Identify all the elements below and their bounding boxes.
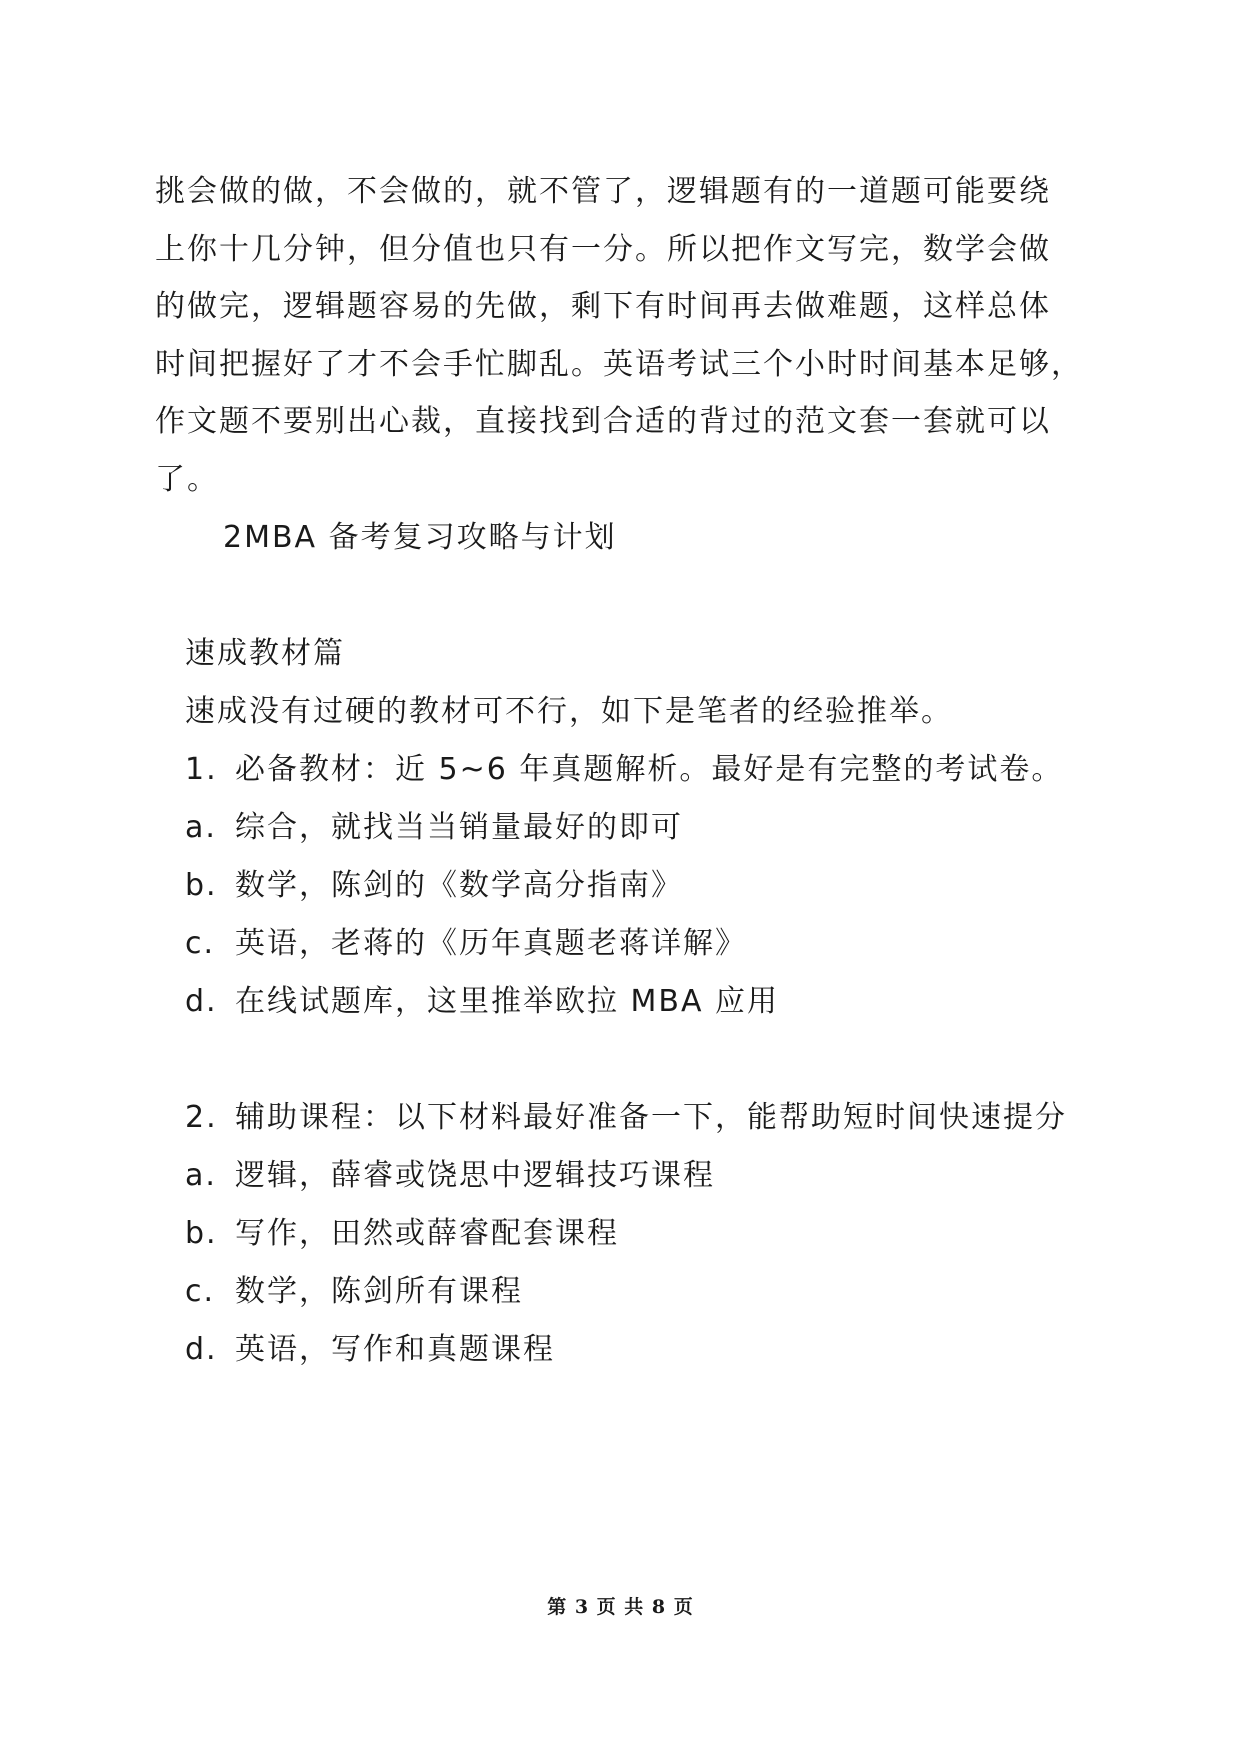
list-item xyxy=(185,982,779,1022)
paragraph-line: 挑会做的做，不会做的，就不管了，逻辑题有的一道题可能要绕 xyxy=(155,174,1051,209)
list-item xyxy=(185,1272,523,1312)
list-item xyxy=(185,1156,715,1196)
list-item-marker: c. xyxy=(185,926,216,961)
list-item-text: 数学，陈剑的《数学高分指南》 xyxy=(235,868,683,903)
list-item-marker: d. xyxy=(185,984,218,1019)
list2-heading-marker: 2. xyxy=(185,1100,218,1135)
paragraph-line: 上你十几分钟，但分值也只有一分。所以把作文写完，数学会做 xyxy=(155,232,1051,267)
list1-heading-text: 必备教材：近 5~6 年真题解析。最好是有完整的考试卷。 xyxy=(235,752,1064,787)
list-item xyxy=(185,1214,619,1254)
paragraph-line: 的做完，逻辑题容易的先做，剩下有时间再去做难题，这样总体 xyxy=(155,289,1051,324)
list-item xyxy=(185,924,747,964)
paragraph-line: 时间把握好了才不会手忙脚乱。英语考试三个小时时间基本足够， xyxy=(155,347,1083,382)
list-item-text: 在线试题库，这里推举欧拉 MBA 应用 xyxy=(235,984,780,1019)
list-item xyxy=(185,808,683,848)
list2-heading xyxy=(185,1098,1067,1138)
list-item-marker: d. xyxy=(185,1332,218,1367)
intro-text: 速成没有过硬的教材可不行，如下是笔者的经验推举。 xyxy=(185,694,953,729)
list-item-text: 写作，田然或薛睿配套课程 xyxy=(235,1216,619,1251)
list-item-marker: a. xyxy=(185,1158,217,1193)
paragraph-line: 了。 xyxy=(155,462,219,497)
list-item-marker: a. xyxy=(185,810,217,845)
list-item-marker: c. xyxy=(185,1274,216,1309)
subsection-title: 速成教材篇 xyxy=(185,636,345,671)
list1-heading xyxy=(185,750,1063,790)
list-item-text: 数学，陈剑所有课程 xyxy=(235,1274,523,1309)
list1-heading-marker: 1. xyxy=(185,752,218,787)
list-item xyxy=(185,866,683,906)
paragraph-line: 作文题不要别出心裁，直接找到合适的背过的范文套一套就可以 xyxy=(155,404,1051,439)
list-item-text: 综合，就找当当销量最好的即可 xyxy=(235,810,683,845)
section-title: 2MBA 备考复习攻略与计划 xyxy=(223,520,617,555)
list2-heading-text: 辅助课程：以下材料最好准备一下，能帮助短时间快速提分 xyxy=(235,1100,1067,1135)
list-item-text: 英语，写作和真题课程 xyxy=(235,1332,555,1367)
list-item xyxy=(185,1330,555,1370)
list-item-text: 逻辑，薛睿或饶思中逻辑技巧课程 xyxy=(235,1158,715,1193)
list-item-text: 英语，老蒋的《历年真题老蒋详解》 xyxy=(235,926,747,961)
page-footer: 第 3 页 共 8 页 xyxy=(547,1596,694,1618)
list-item-marker: b. xyxy=(185,1216,218,1251)
list-item-marker: b. xyxy=(185,868,218,903)
